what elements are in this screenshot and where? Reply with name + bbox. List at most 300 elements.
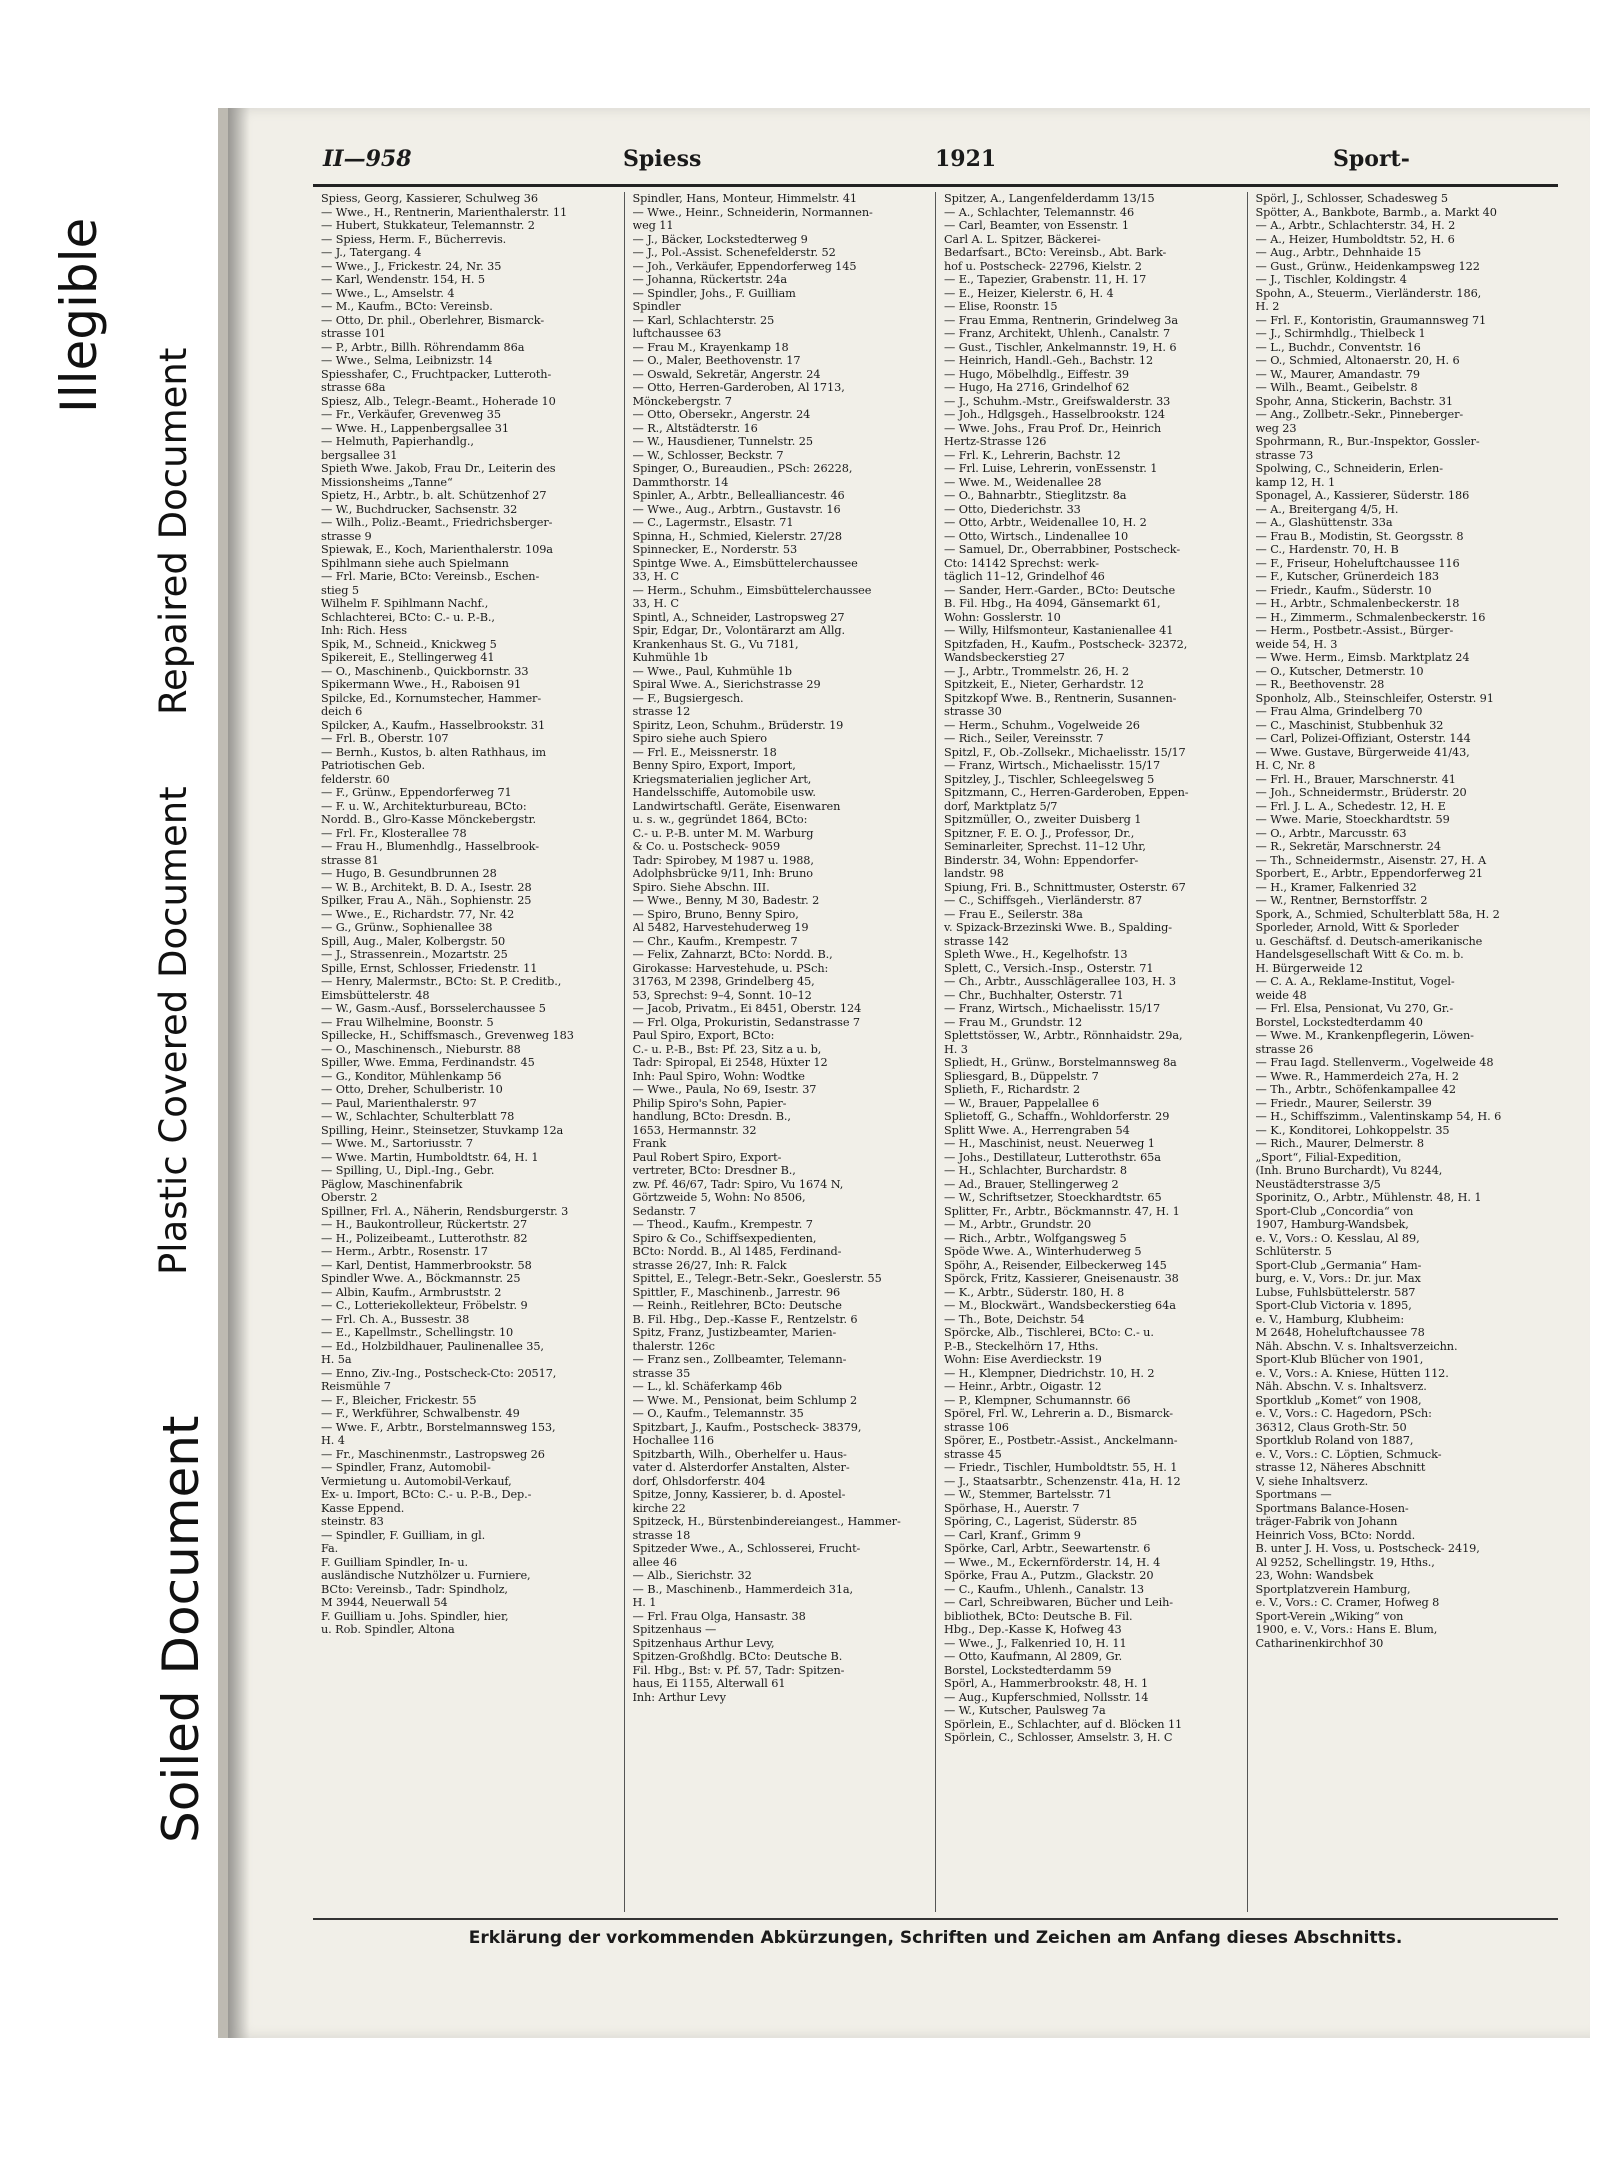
directory-entry: Spilcke, Ed., Kornumstecher, Hammer- (321, 691, 542, 705)
directory-entry: — Wwe., J., Falkenried 10, H. 11 (944, 1636, 1127, 1650)
directory-entry: Spille, Ernst, Schlosser, Friedenstr. 11 (321, 961, 538, 975)
directory-entry: — Hugo, B. Gesundbrunnen 28 (321, 867, 497, 880)
label-plastic-covered-document: Plastic Covered Document (152, 786, 195, 1275)
directory-entry: Spolwing, C., Schneiderin, Erlen- (1255, 462, 1443, 475)
directory-entry: — W., Hausdiener, Tunnelstr. 25 (632, 435, 813, 448)
directory-entry: Hertz-Strasse 126 (944, 435, 1047, 448)
directory-entry: Spiro & Co., Schiffsexpedienten, (632, 1231, 817, 1245)
directory-entry: — Otto, Arbtr., Weidenallee 10, H. 2 (944, 516, 1147, 529)
directory-entry: — Wwe., Selma, Leibnizstr. 14 (321, 354, 493, 367)
directory-entry: — O., Maschinensch., Nieburstr. 88 (321, 1042, 521, 1056)
directory-entry: — Rich., Maurer, Delmerstr. 8 (1255, 1137, 1425, 1150)
directory-entry: — Heinrich, Handl.-Geh., Bachstr. 12 (944, 354, 1154, 367)
directory-entry: — Frl. Luise, Lehrerin, vonEssenstr. 1 (944, 462, 1158, 475)
directory-entry: — Wilh., Poliz.-Beamt., Friedrichsberger- (321, 516, 553, 529)
directory-entry: — O., Arbtr., Marcusstr. 63 (1255, 826, 1407, 840)
directory-entry: dorf, Ohlsdorferstr. 404 (632, 1474, 766, 1488)
directory-entry: Splietoff, G., Schaffn., Wohldorferstr. 29 (944, 1110, 1170, 1123)
directory-entry: — W., Schriftsetzer, Stoeckhardtstr. 65 (944, 1191, 1162, 1204)
directory-entry: Spiritz, Leon, Schuhm., Brüderstr. 19 (632, 718, 844, 732)
column-4 (1248, 192, 1559, 1912)
directory-entry: — Ed., Holzbildhauer, Paulinenallee 35, (321, 1339, 544, 1353)
directory-entry: — Carl, Kranf., Grimm 9 (944, 1528, 1081, 1542)
directory-entry: — Friedr., Maurer, Seilerstr. 39 (1255, 1096, 1432, 1110)
directory-entry: deich 6 (321, 705, 363, 718)
directory-entry: — Spindler, Johs., F. Guilliam (632, 286, 796, 300)
directory-entry: — Johs., Destillateur, Lutterothstr. 65a (944, 1150, 1161, 1164)
directory-entry: weide 54, H. 3 (1255, 637, 1338, 651)
directory-entry: e. V., Hamburg, Klubheim: (1255, 1312, 1405, 1326)
directory-entry: Krankenhaus St. G., Vu 7181, (632, 637, 799, 651)
directory-entry: — Chr., Kaufm., Krempestr. 7 (632, 934, 798, 948)
directory-entry: 1900, e. V., Vors.: Hans E. Blum, (1255, 1623, 1438, 1636)
directory-entry: Wandsbeckerstieg 27 (944, 651, 1065, 664)
directory-entry: haus, Ei 1155, Alterwall 61 (632, 1677, 786, 1690)
directory-entry: u. s. w., gegründet 1864, BCto: (632, 813, 808, 826)
directory-entry: hof u. Postscheck- 22796, Kielstr. 2 (944, 259, 1142, 273)
directory-entry: C.- u. P.-B., Bst: Pf. 23, Sitz a u. b, (632, 1042, 822, 1056)
directory-entry: — Chr., Buchhalter, Osterstr. 71 (944, 988, 1124, 1002)
directory-entry: F. Guilliam Spindler, In- u. (321, 1555, 468, 1569)
directory-entry: Spindler (632, 300, 681, 313)
directory-entry: — J., Strassenrein., Mozartstr. 25 (321, 948, 508, 961)
directory-entry: H. C, Nr. 8 (1255, 759, 1316, 772)
directory-entry: Spitzmüller, O., zweiter Duisberg 1 (944, 813, 1142, 826)
directory-entry: — Otto, Kaufmann, Al 2809, Gr. (944, 1650, 1123, 1663)
directory-entry: Spörke, Frau A., Putzm., Glackstr. 20 (944, 1569, 1154, 1582)
directory-entry: — A., Breitergang 4/5, H. (1255, 502, 1399, 516)
directory-entry: — Franz, Wirtsch., Michaelisstr. 15/17 (944, 1002, 1161, 1015)
directory-entry: — W., Kutscher, Paulsweg 7a (944, 1704, 1106, 1717)
directory-entry: — Th., Arbtr., Schöfenkampallee 42 (1255, 1083, 1456, 1096)
directory-entry: Mönckebergstr. 7 (632, 394, 732, 408)
directory-entry: — E., Tapezier, Grabenstr. 11, H. 17 (944, 273, 1147, 286)
directory-entry: Heinrich Voss, BCto: Nordd. (1255, 1528, 1416, 1542)
directory-entry: Spintl, A., Schneider, Lastropsweg 27 (632, 610, 845, 624)
directory-entry: — Felix, Zahnarzt, BCto: Nordd. B., (632, 948, 833, 961)
directory-entry: H. 4 (321, 1434, 345, 1447)
directory-entry: — Karl, Schlachterstr. 25 (632, 313, 775, 327)
directory-entry: — Joh., Hdlgsgeh., Hasselbrookstr. 124 (944, 408, 1165, 421)
directory-entry: — A., Schlachter, Telemannstr. 46 (944, 205, 1135, 219)
directory-entry: — Frau B., Modistin, St. Georgsstr. 8 (1255, 529, 1464, 543)
directory-entry: Spiesz, Alb., Telegr.-Beamt., Hoherade 10 (321, 394, 556, 408)
directory-entry: — Enno, Ziv.-Ing., Postscheck-Cto: 20517, (321, 1366, 557, 1380)
directory-entry: — Wwe. Johs., Frau Prof. Dr., Heinrich (944, 421, 1162, 435)
directory-entry: Spikermann Wwe., H., Raboisen 91 (321, 678, 522, 691)
directory-entry: Tadr: Spirobey, M 1987 u. 1988, (632, 853, 814, 867)
directory-entry: — J., Tischler, Koldingstr. 4 (1255, 273, 1407, 286)
directory-entry: — Wwe., L., Amselstr. 4 (321, 286, 455, 300)
directory-entry: landstr. 98 (944, 867, 1004, 880)
directory-entry: — Herm., Schuhm., Vogelweide 26 (944, 718, 1140, 732)
directory-entry: — Ad., Brauer, Stellingerweg 2 (944, 1177, 1119, 1191)
directory-entry: kamp 12, H. 1 (1255, 475, 1336, 489)
directory-entry: Spitzer, A., Langenfelderdamm 13/15 (944, 192, 1155, 205)
directory-entry: Splett, C., Versich.-Insp., Osterstr. 71 (944, 961, 1154, 975)
directory-entry: Spöde Wwe. A., Winterhuderweg 5 (944, 1245, 1142, 1258)
directory-entry: — Wwe. Martin, Humboldtstr. 64, H. 1 (321, 1150, 539, 1164)
directory-entry: vertreter, BCto: Dresdner B., (632, 1164, 796, 1177)
directory-entry: — W., Maurer, Amandastr. 79 (1255, 367, 1421, 381)
directory-entry: Spilker, Frau A., Näh., Sophienstr. 25 (321, 894, 532, 907)
directory-entry: v. Spizack-Brzezinski Wwe. B., Spalding- (944, 921, 1173, 934)
directory-entry: — Frl. H., Brauer, Marschnerstr. 41 (1255, 772, 1456, 786)
directory-entry: Benny Spiro, Export, Import, (632, 759, 796, 772)
directory-entry: Päglow, Maschinenfabrik (321, 1177, 463, 1191)
directory-entry: — J., Schirmhdlg., Thielbeck 1 (1255, 327, 1426, 340)
directory-entry: Näh. Abschn. V. s. Inhaltsverz. (1255, 1380, 1427, 1393)
directory-entry: Patriotischen Geb. (321, 759, 426, 772)
directory-entry: — Frl. E., Meissnerstr. 18 (632, 745, 777, 759)
directory-entry: — Frau Wilhelmine, Boonstr. 5 (321, 1015, 494, 1029)
directory-entry: — G., Grünw., Sophienallee 38 (321, 921, 493, 934)
directory-entry: — M., Kaufm., BCto: Vereinsb. (321, 300, 493, 313)
directory-entry: — Joh., Verkäufer, Eppendorferweg 145 (632, 259, 857, 273)
directory-entry: — Aug., Kupferschmied, Nollsstr. 14 (944, 1690, 1149, 1704)
column-1 (313, 192, 625, 1912)
side-labels (0, 0, 230, 2177)
directory-entry: — J., Tatergang. 4 (321, 246, 422, 259)
directory-entry: u. Rob. Spindler, Altona (321, 1623, 455, 1636)
page-number: II—958 (323, 146, 412, 172)
directory-entry: Spinger, O., Bureaudien., PSch: 26228, (632, 462, 853, 475)
directory-entry: Spohrmann, R., Bur.-Inspektor, Gossler- (1255, 435, 1480, 448)
directory-entry: — Frl. Olga, Prokuristin, Sedanstrasse 7 (632, 1015, 860, 1029)
directory-entry: — Spiro, Bruno, Benny Spiro, (632, 907, 799, 921)
directory-entry: Spihlmann siehe auch Spielmann (321, 556, 509, 570)
directory-entry: — Spiess, Herm. F., Bücherrevis. (321, 232, 507, 246)
directory-entry: Spitzenhaus — (632, 1623, 717, 1636)
directory-entry: — E., Kapellmstr., Schellingstr. 10 (321, 1326, 514, 1339)
directory-entry: zw. Pf. 46/67, Tadr: Spiro, Vu 1674 N, (632, 1177, 844, 1191)
directory-entry: — F., Grünw., Eppendorferweg 71 (321, 786, 512, 799)
directory-entry: strasse 12 (632, 705, 691, 718)
directory-entry: 31763, M 2398, Grindelberg 45, (632, 975, 815, 988)
directory-entry: H. Bürgerweide 12 (1255, 961, 1363, 975)
directory-entry: Spöhr, A., Reisender, Eilbeckerweg 145 (944, 1258, 1167, 1272)
directory-entry: Spörer, E., Postbetr.-Assist., Anckelmann- (944, 1434, 1178, 1447)
directory-entry: kirche 22 (632, 1501, 686, 1515)
directory-entry: — Karl, Wendenstr. 154, H. 5 (321, 273, 485, 286)
directory-entry: täglich 11–12, Grindelhof 46 (944, 570, 1105, 583)
directory-entry: — Rich., Arbtr., Wolfgangsweg 5 (944, 1231, 1127, 1245)
label-illegible: Illegible (50, 217, 108, 413)
directory-entry: — Wwe., Benny, M 30, Badestr. 2 (632, 894, 820, 907)
directory-entry: Inh: Paul Spiro, Wohn: Wodtke (632, 1069, 805, 1083)
directory-entry: Spörel, Frl. W., Lehrerin a. D., Bismarck- (944, 1407, 1174, 1420)
directory-columns (313, 192, 1558, 1912)
directory-entry: — Spindler, Franz, Automobil- (321, 1461, 491, 1474)
directory-entry: Spitzley, J., Tischler, Schleegelsweg 5 (944, 772, 1155, 786)
directory-entry: Näh. Abschn. V. s. Inhaltsverzeichn. (1255, 1339, 1458, 1353)
directory-entry: — E., Heizer, Kielerstr. 6, H. 4 (944, 286, 1114, 300)
directory-entry: — Wwe. M., Pensionat, beim Schlump 2 (632, 1393, 858, 1407)
directory-entry: — O., Kutscher, Detmerstr. 10 (1255, 664, 1424, 678)
directory-entry: Neustädterstrasse 3/5 (1255, 1177, 1381, 1191)
directory-entry: Spitzkopf Wwe. B., Rentnerin, Susannen- (944, 691, 1177, 705)
directory-entry: Spinler, A., Arbtr., Bellealliancestr. 46 (632, 489, 845, 502)
directory-entry: träger-Fabrik von Johann (1255, 1515, 1398, 1528)
directory-entry: Fa. (321, 1542, 339, 1555)
directory-entry: — C., Kaufm., Uhlenh., Canalstr. 13 (944, 1582, 1144, 1596)
directory-entry: Spilcker, A., Kaufm., Hasselbrookstr. 31 (321, 718, 546, 732)
directory-entry: — Frl. Elsa, Pensionat, Vu 270, Gr.- (1255, 1002, 1454, 1015)
directory-entry: Catharinenkirchhof 30 (1255, 1636, 1384, 1650)
directory-entry: Spitzmann, C., Herren-Garderoben, Eppen- (944, 786, 1189, 799)
directory-entry: strasse 73 (1255, 448, 1314, 462)
directory-entry: — A., Arbtr., Schlachterstr. 34, H. 2 (1255, 219, 1456, 232)
directory-entry: strasse 68a (321, 381, 386, 394)
directory-entry: — Frl. B., Oberstr. 107 (321, 732, 449, 745)
directory-entry: — Frau Alma, Grindelberg 70 (1255, 705, 1423, 718)
directory-entry: Paul Robert Spiro, Export- (632, 1150, 782, 1164)
directory-entry: Spindler Wwe. A., Böckmannstr. 25 (321, 1272, 521, 1285)
label-repaired-document: Repaired Document (152, 347, 195, 715)
directory-entry: 1653, Hermannstr. 32 (632, 1123, 757, 1137)
directory-entry: Spieth Wwe. Jakob, Frau Dr., Leiterin des (321, 462, 556, 475)
directory-entry: — H., Zimmerm., Schmalenbeckerstr. 16 (1255, 610, 1486, 624)
directory-entry: Ex- u. Import, BCto: C.- u. P.-B., Dep.- (321, 1488, 532, 1501)
header-right-word: Sport- (1333, 146, 1410, 172)
directory-entry: — Henry, Malermstr., BCto: St. P. Creditb., (321, 975, 562, 988)
directory-entry: Spitze, Jonny, Kassierer, b. d. Apostel- (632, 1488, 846, 1501)
directory-entry: — Frl. Marie, BCto: Vereinsb., Eschen- (321, 570, 540, 583)
directory-entry: — Ch., Arbtr., Ausschlägerallee 103, H. 3 (944, 975, 1176, 988)
directory-entry: — F. u. W., Architekturbureau, BCto: (321, 799, 527, 813)
directory-entry: — O., Kaufm., Telemannstr. 35 (632, 1407, 804, 1420)
directory-entry: Spohr, Anna, Stickerin, Bachstr. 31 (1255, 394, 1453, 408)
directory-entry: — Wwe., Paul, Kuhmühle 1b (632, 664, 792, 678)
directory-entry: — F., Bleicher, Frickestr. 55 (321, 1393, 477, 1407)
directory-entry: — C., Lagermstr., Elsastr. 71 (632, 516, 794, 529)
directory-entry: e. V., Vors.: C. Hagedorn, PSch: (1255, 1407, 1432, 1420)
directory-entry: Spitzbart, J., Kaufm., Postscheck- 38379, (632, 1420, 862, 1434)
directory-entry: — H., Baukontrolleur, Rückertstr. 27 (321, 1218, 528, 1231)
directory-entry: Spörck, Fritz, Kassierer, Gneisenaustr. 38 (944, 1272, 1179, 1285)
directory-entry: burg, e. V., Vors.: Dr. jur. Max (1255, 1272, 1421, 1285)
directory-entry: — Hubert, Stukkateur, Telemannstr. 2 (321, 219, 535, 232)
directory-entry: — Wwe. M., Weidenallee 28 (944, 475, 1102, 489)
directory-entry: Seminarleiter, Sprechst. 11–12 Uhr, (944, 840, 1146, 853)
directory-entry: Wilhelm F. Spihlmann Nachf., (321, 597, 489, 610)
directory-entry: — Frau Emma, Rentnerin, Grindelweg 3a (944, 313, 1178, 327)
directory-entry: — Johanna, Rückertstr. 24a (632, 273, 787, 286)
directory-entry: — Frl. F., Kontoristin, Graumannsweg 71 (1255, 313, 1487, 327)
directory-entry: — Reinh., Reitlehrer, BCto: Deutsche (632, 1299, 842, 1312)
directory-entry: — J., Pol.-Assist. Schenefelderstr. 52 (632, 246, 836, 259)
directory-entry: V, siehe Inhaltsverz. (1255, 1474, 1369, 1488)
directory-entry: Sportklub Roland von 1887, (1255, 1434, 1414, 1447)
directory-entry: — M., Arbtr., Grundstr. 20 (944, 1218, 1092, 1231)
directory-entry: M 3944, Neuerwall 54 (321, 1596, 448, 1609)
directory-entry: Girokasse: Harvestehude, u. PSch: (632, 961, 829, 975)
directory-entry: — Herm., Postbetr.-Assist., Bürger- (1255, 624, 1454, 637)
header-year: 1921 (935, 146, 997, 172)
directory-entry: — Wwe., Heinr., Schneiderin, Normannen- (632, 205, 873, 219)
directory-entry: F. Guilliam u. Johs. Spindler, hier, (321, 1609, 509, 1623)
directory-entry: — Frau Iagd. Stellenverm., Vogelweide 48 (1255, 1056, 1494, 1069)
directory-entry: — Frau M., Grundstr. 12 (944, 1015, 1083, 1029)
directory-entry: Spik, M., Schneid., Knickweg 5 (321, 637, 497, 651)
directory-entry: — Frau E., Seilerstr. 38a (944, 907, 1083, 921)
directory-entry: — O., Maler, Beethovenstr. 17 (632, 354, 801, 367)
directory-entry: — Helmuth, Papierhandlg., (321, 435, 474, 448)
directory-entry: — Wwe., E., Richardstr. 77, Nr. 42 (321, 907, 515, 921)
directory-entry: strasse 142 (944, 934, 1009, 948)
directory-entry: Spörke, Carl, Arbtr., Seewartenstr. 6 (944, 1542, 1151, 1555)
directory-entry: — C., Maschinist, Stubbenhuk 32 (1255, 718, 1444, 732)
directory-entry: Paul Spiro, Export, BCto: (632, 1029, 775, 1042)
directory-entry: — O., Schmied, Altonaerstr. 20, H. 6 (1255, 354, 1460, 367)
directory-entry: — Wwe., Paula, No 69, Isestr. 37 (632, 1083, 817, 1096)
directory-entry: Al 5482, Harvestehuderweg 19 (632, 921, 809, 934)
directory-entry: „Sport“, Filial-Expedition, (1255, 1150, 1402, 1164)
directory-entry: — Carl, Beamter, von Essenstr. 1 (944, 219, 1129, 232)
directory-entry: Spörlein, C., Schlosser, Amselstr. 3, H. C (944, 1731, 1173, 1744)
directory-entry: — L., Buchdr., Conventstr. 16 (1255, 340, 1421, 354)
directory-entry: Spörlein, E., Schlachter, auf d. Blöcken 11 (944, 1717, 1183, 1731)
directory-entry: Handelsgesellschaft Witt & Co. m. b. (1255, 948, 1464, 961)
directory-entry: — Frau H., Blumenhdlg., Hasselbrook- (321, 840, 539, 853)
directory-entry: — F., Bugsiergesch. (632, 691, 744, 705)
directory-entry: e. V., Vors.: C. Löptien, Schmuck- (1255, 1447, 1442, 1461)
directory-entry: — Joh., Schneidermstr., Brüderstr. 20 (1255, 786, 1467, 799)
directory-entry: — P., Klempner, Schumannstr. 66 (944, 1393, 1131, 1407)
directory-entry: Spittel, E., Telegr.-Betr.-Sekr., Goeslerstr. 55 (632, 1272, 882, 1285)
directory-entry: H. 1 (632, 1596, 657, 1609)
directory-entry: (Inh. Bruno Burchardt), Vu 8244, (1255, 1164, 1443, 1177)
directory-entry: strasse 101 (321, 327, 386, 340)
directory-entry: Spörl, J., Schlosser, Schadesweg 5 (1255, 192, 1449, 205)
directory-entry: — G., Konditor, Mühlenkamp 56 (321, 1069, 502, 1083)
directory-entry: — H., Schiffszimm., Valentinskamp 54, H. 6 (1255, 1110, 1502, 1123)
directory-entry: Spötter, A., Bankbote, Barmb., a. Markt 40 (1255, 205, 1497, 219)
header-rule (313, 184, 1558, 187)
directory-entry: — Herm., Schuhm., Eimsbüttelerchaussee (632, 583, 872, 597)
directory-entry: stieg 5 (321, 583, 359, 597)
page-header (323, 146, 1553, 176)
directory-entry: — W., Schlachter, Schulterblatt 78 (321, 1110, 515, 1123)
directory-entry: — J., Bäcker, Lockstedterweg 9 (632, 232, 808, 246)
directory-entry: BCto: Nordd. B., Al 1485, Ferdinand- (632, 1245, 842, 1258)
directory-entry: M 2648, Hoheluftchaussee 78 (1255, 1326, 1425, 1339)
directory-entry: B. Fil. Hbg., Ha 4094, Gänsemarkt 61, (944, 597, 1161, 610)
directory-entry: strasse 26 (1255, 1042, 1314, 1056)
directory-entry: Spörhase, H., Auerstr. 7 (944, 1501, 1080, 1515)
directory-entry: Spitzenhaus Arthur Levy, (632, 1636, 775, 1650)
directory-entry: Spiral Wwe. A., Sierichstrasse 29 (632, 678, 821, 691)
directory-entry: strasse 26/27, Inh: R. Falck (632, 1258, 787, 1272)
directory-entry: ausländische Nutzhölzer u. Furniere, (321, 1569, 531, 1582)
directory-entry: B. Fil. Hbg., Dep.-Kasse F., Rentzelstr. 6 (632, 1312, 858, 1326)
directory-entry: — H., Maschinist, neust. Neuerweg 1 (944, 1137, 1155, 1150)
directory-entry: Spillecke, H., Schiffsmasch., Grevenweg 183 (321, 1029, 574, 1042)
directory-entry: — Jacob, Privatm., Ei 8451, Oberstr. 124 (632, 1002, 862, 1015)
directory-entry: — J., Staatsarbtr., Schenzenstr. 41a, H. 12 (944, 1474, 1181, 1488)
directory-entry: Hbg., Dep.-Kasse K, Hofweg 43 (944, 1623, 1122, 1636)
directory-entry: — W., Stemmer, Bartelsstr. 71 (944, 1488, 1112, 1501)
directory-entry: — A., Glashüttenstr. 33a (1255, 516, 1393, 529)
directory-entry: — Th., Schneidermstr., Aisenstr. 27, H. A (1255, 853, 1487, 867)
directory-entry: Vermietung u. Automobil-Verkauf, (321, 1474, 512, 1488)
directory-entry: Spiller, Wwe. Emma, Ferdinandstr. 45 (321, 1056, 535, 1069)
directory-entry: — W., Buchdrucker, Sachsenstr. 32 (321, 502, 518, 516)
directory-entry: Philip Spiro's Sohn, Papier- (632, 1096, 787, 1110)
directory-entry: Spietz, H., Arbtr., b. alt. Schützenhof 27 (321, 489, 547, 502)
directory-entry: Kuhmühle 1b (632, 651, 708, 664)
directory-entry: 33, H. C (632, 570, 679, 583)
directory-entry: — Franz sen., Zollbeamter, Telemann- (632, 1353, 847, 1366)
directory-entry: Sedanstr. 7 (632, 1204, 696, 1218)
directory-entry: Landwirtschaftl. Geräte, Eisenwaren (632, 799, 841, 813)
directory-entry: Sport-Club „Concordia“ von (1255, 1204, 1414, 1218)
directory-entry: — Karl, Dentist, Hammerbrookstr. 58 (321, 1258, 532, 1272)
directory-entry: — Otto, Diederichstr. 33 (944, 502, 1081, 516)
directory-entry: luftchaussee 63 (632, 327, 722, 340)
directory-entry: H. 2 (1255, 300, 1280, 313)
directory-entry: — K., Konditorei, Lohkoppelstr. 35 (1255, 1123, 1450, 1137)
directory-entry: e. V., Vors.: O. Kesslau, Al 89, (1255, 1231, 1420, 1245)
directory-entry: — Wwe. F., Arbtr., Borstelmannsweg 153, (321, 1420, 556, 1434)
directory-entry: Handelsschiffe, Automobile usw. (632, 786, 816, 799)
directory-entry: — Frl. Frau Olga, Hansastr. 38 (632, 1609, 806, 1623)
directory-entry: bergsallee 31 (321, 448, 398, 462)
directory-entry: dorf, Marktplatz 5/7 (944, 799, 1058, 813)
directory-entry: 1907, Hamburg-Wandsbek, (1255, 1218, 1409, 1231)
directory-entry: u. Geschäftsf. d. Deutsch-amerikanische (1255, 934, 1483, 948)
directory-entry: — Wwe., H., Rentnerin, Marienthalerstr. 11 (321, 205, 568, 219)
directory-entry: — Franz, Architekt, Uhlenh., Canalstr. 7 (944, 327, 1171, 340)
directory-entry: Spliesgard, B., Düppelstr. 7 (944, 1069, 1099, 1083)
directory-entry: Spitz, Franz, Justizbeamter, Marien- (632, 1326, 837, 1339)
directory-entry: Sportplatzverein Hamburg, (1255, 1582, 1411, 1596)
directory-entry: — Spindler, F. Guilliam, in gl. (321, 1528, 486, 1542)
directory-entry: — Otto, Wirtsch., Lindenallee 10 (944, 529, 1129, 543)
directory-entry: Lubse, Fuhlsbüttelerstr. 587 (1255, 1285, 1416, 1299)
directory-entry: — W., Brauer, Pappelallee 6 (944, 1096, 1100, 1110)
directory-entry: — R., Beethovenstr. 28 (1255, 678, 1385, 691)
directory-entry: Schlachterei, BCto: C.- u. P.-B., (321, 610, 495, 624)
directory-entry: — Wwe. Gustave, Bürgerweide 41/43, (1255, 745, 1470, 759)
directory-entry: — H., Klempner, Diedrichstr. 10, H. 2 (944, 1366, 1155, 1380)
directory-entry: Spiewak, E., Koch, Marienthalerstr. 109a (321, 543, 553, 556)
scanned-page (218, 108, 1590, 2038)
directory-entry: — C., Schiffsgeh., Vierländerstr. 87 (944, 894, 1143, 907)
directory-entry: Spindler, Hans, Monteur, Himmelstr. 41 (632, 192, 857, 205)
directory-entry: Splitter, Fr., Arbtr., Böckmannstr. 47, H. 1 (944, 1204, 1180, 1218)
directory-entry: — Albin, Kaufm., Armbruststr. 2 (321, 1285, 502, 1299)
directory-entry: Sportmans Balance-Hosen- (1255, 1501, 1409, 1515)
directory-entry: — Carl, Schreibwaren, Bücher und Leih- (944, 1596, 1174, 1609)
directory-entry: strasse 35 (632, 1366, 691, 1380)
directory-entry: — Th., Bote, Deichstr. 54 (944, 1312, 1085, 1326)
directory-entry: Splieth, F., Richardstr. 2 (944, 1083, 1081, 1096)
directory-entry: Bedarfsart., BCto: Vereinsb., Abt. Bark- (944, 246, 1167, 259)
directory-entry: Sporinitz, O., Arbtr., Mühlenstr. 48, H. 1 (1255, 1191, 1482, 1204)
directory-entry: strasse 18 (632, 1528, 691, 1542)
directory-entry: — C., Lotteriekollekteur, Fröbelstr. 9 (321, 1299, 528, 1312)
directory-entry: Inh: Rich. Hess (321, 624, 407, 637)
footer-rule (313, 1918, 1558, 1920)
directory-entry: Adolphsbrücke 9/11, Inh: Bruno (632, 867, 813, 880)
directory-entry: Eimsbüttelerstr. 48 (321, 988, 430, 1002)
directory-entry: — Frl. Fr., Klosterallee 78 (321, 826, 467, 840)
directory-entry: — Gust., Grünw., Heidenkampsweg 122 (1255, 259, 1480, 273)
directory-entry: — F., Kutscher, Grünerdeich 183 (1255, 570, 1439, 583)
directory-entry: — Wwe., Aug., Arbtrn., Gustavstr. 16 (632, 502, 841, 516)
directory-entry: — Frl. K., Lehrerin, Bachstr. 12 (944, 448, 1121, 462)
